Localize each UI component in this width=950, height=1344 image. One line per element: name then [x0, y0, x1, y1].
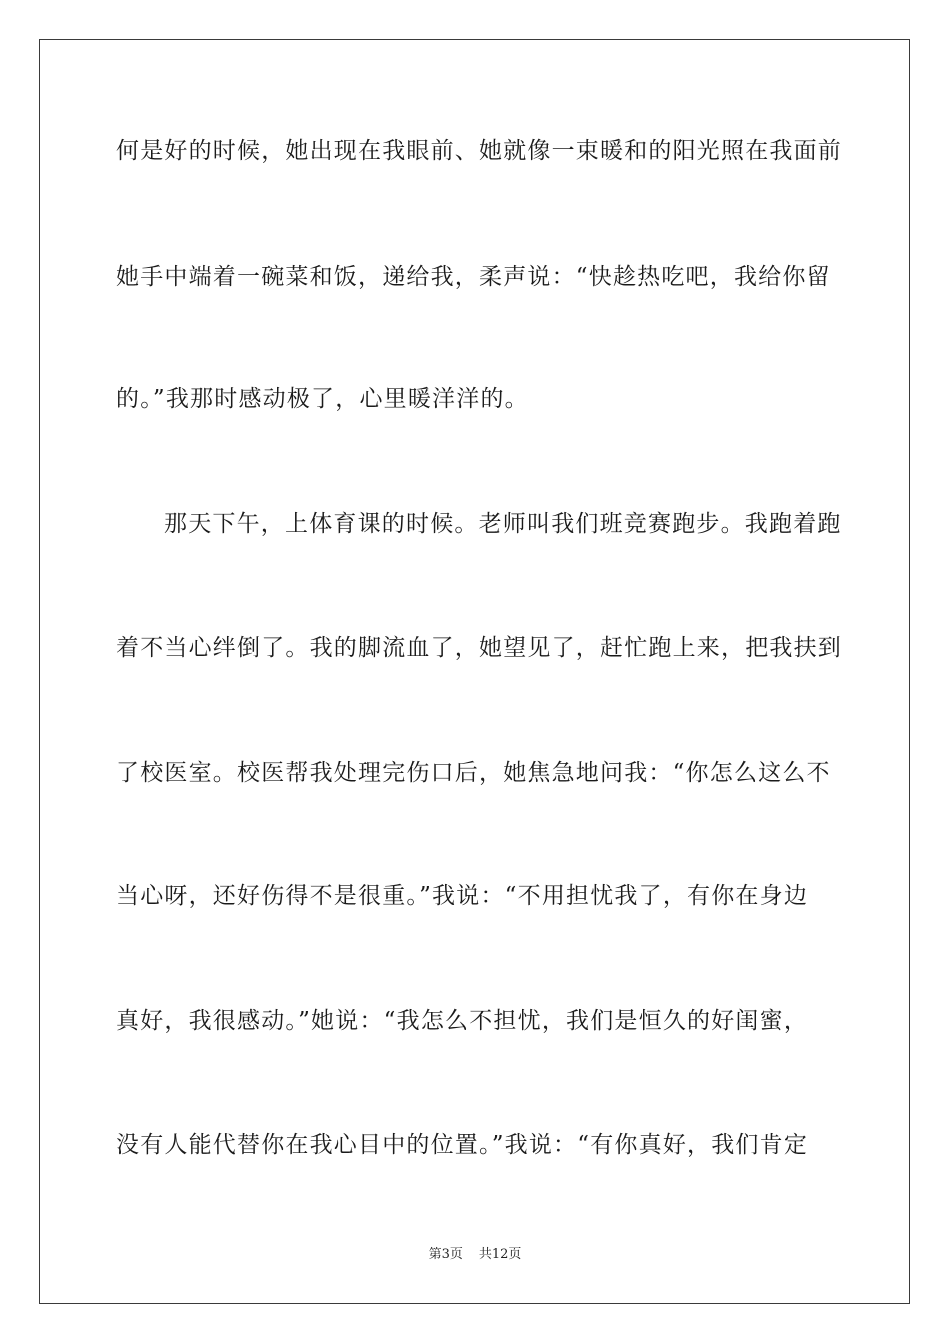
paragraph-first-line: 那天下午，上体育课的时候。老师叫我们班竞赛跑步。我跑着跑 — [164, 511, 842, 537]
text-line: 何是好的时候，她出现在我眼前、她就像一束暖和的阳光照在我面前 — [116, 138, 842, 164]
text-line: 当心呀，还好伤得不是很重。”我说：“不用担忧我了，有你在身边 — [116, 883, 809, 909]
text-line: 了校医室。校医帮我处理完伤口后，她焦急地问我：“你怎么这么不 — [116, 760, 831, 786]
page-border — [39, 39, 910, 1304]
text-line: 她手中端着一碗菜和饭，递给我，柔声说：“快趁热吃吧，我给你留 — [116, 264, 831, 290]
text-line: 没有人能代替你在我心目中的位置。”我说：“有你真好，我们肯定 — [116, 1132, 809, 1158]
page-total: 共12页 — [478, 1247, 522, 1262]
text-line: 着不当心绊倒了。我的脚流血了，她望见了，赶忙跑上来，把我扶到 — [116, 635, 842, 661]
text-line: 的。”我那时感动极了，心里暖洋洋的。 — [116, 386, 529, 412]
page-number: 第3页 — [428, 1247, 463, 1262]
text-line: 真好，我很感动。”她说：“我怎么不担忧，我们是恒久的好闺蜜， — [116, 1008, 809, 1034]
page-footer — [0, 1246, 950, 1264]
